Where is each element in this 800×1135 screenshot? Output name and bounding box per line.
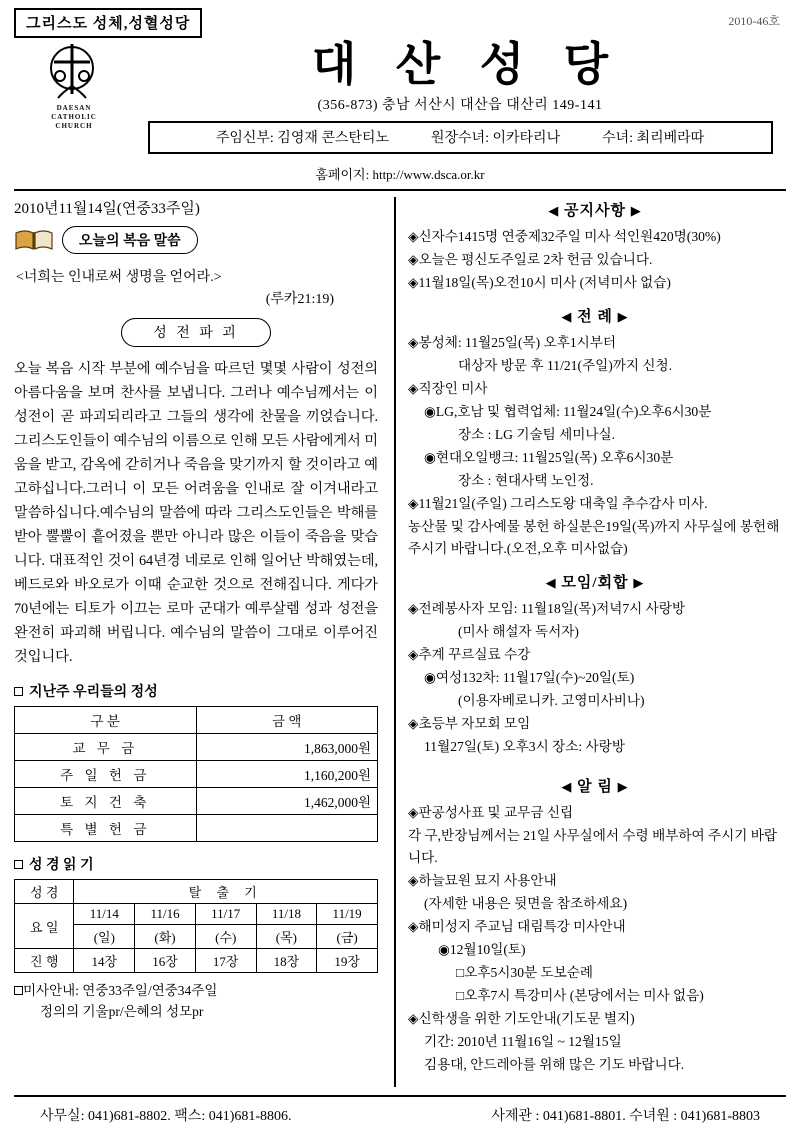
header-divider bbox=[14, 189, 786, 191]
issue-number: 2010-46호 bbox=[728, 14, 780, 28]
table-row bbox=[15, 949, 378, 973]
liturgy-item-text: 대상자 방문 후 11/21(주일)까지 신청. bbox=[458, 358, 673, 373]
announcement-item bbox=[408, 893, 782, 915]
announcement-item-text: 12월10일(토) bbox=[449, 942, 526, 957]
bible-date: 11/17 bbox=[195, 904, 256, 925]
gospel-verse: <너희는 인내로써 생명을 얻어라.> bbox=[16, 270, 222, 285]
gospel-pill-label: 오늘의 복음 말씀 bbox=[62, 226, 198, 254]
left-column bbox=[14, 197, 388, 1087]
bible-chapter: 17장 bbox=[195, 949, 256, 973]
offering-amount: 1,462,000원 bbox=[196, 788, 378, 815]
announcement-item-text: 김용대, 안드레아를 위해 많은 기도 바랍니다. bbox=[424, 1057, 685, 1072]
meeting-item-text: (이용자베로니카. 고영미사비나) bbox=[458, 693, 645, 708]
masthead bbox=[14, 38, 786, 154]
meeting-item bbox=[408, 621, 782, 643]
table-row bbox=[15, 815, 378, 842]
bible-date: 11/14 bbox=[74, 904, 135, 925]
liturgy-item: ◉현대오일뱅크: 11월25일(목) 오후6시30분 bbox=[424, 450, 674, 465]
bible-date: 11/19 bbox=[317, 904, 378, 925]
bible-date: 11/16 bbox=[135, 904, 196, 925]
liturgy-title-label: 전 례 bbox=[577, 309, 613, 325]
article-body: 오늘 복음 시작 부분에 예수님을 따르던 몇몇 사람이 성전의 아름다움을 보며 찬사를 보냅니다. 그러나 예수님께서는 이 성전이 곧 파괴되리라고 그들의 생각에 찬물을 끼얹습니다.그리스도인들이 예수님의 이름으로 인해 모든 사람에게서 미움을 받고, 감옥에 갇히거나 죽음을 맞기까지 할 것이라고 예고하십니다.그러니 이 모든 어려움을 인내로 잘 이겨내라고 말씀하십니다.예수님의 말씀에 따라 그리스도인들은 박해를 받아 뿔뿔이 흩어졌을 뿐만 아니라 많은 이들이 죽음을 맞습니다. 대표적인 것이 64년경 네로로 인해 일어난 박해였는데, 베드로와 바오로가 이때 순교한 것으로 전해집니다. 게다가 70년에는 티토가 이끄는 로마 군대가 예루살렘 성과 성전을 완전히 파괴해 버립니다. 예수님의 말씀이 그대로 이루어진 것입니다. bbox=[14, 361, 378, 665]
meeting-item bbox=[408, 736, 782, 758]
square-bullet-icon bbox=[14, 687, 23, 696]
announcement-item-text: 신학생을 위한 기도안내(기도문 별지) bbox=[418, 1011, 635, 1026]
right-triangle-icon: ▶ bbox=[630, 203, 642, 218]
meeting-item-text: 추계 꾸르실료 수강 bbox=[418, 647, 531, 662]
meetings-section-title bbox=[408, 571, 782, 592]
announcement-item: □오후7시 특강미사 (본당에서는 미사 없음) bbox=[456, 988, 704, 1003]
table-row bbox=[15, 761, 378, 788]
liturgy-item-text: 장소 : LG 기술팀 세미나실. bbox=[458, 427, 616, 442]
announcement-item-text: 해미성지 주교님 대림특강 미사안내 bbox=[418, 919, 626, 934]
announcement-item-text: 하늘묘원 묘지 사용안내 bbox=[418, 873, 557, 888]
left-triangle-icon: ◀ bbox=[545, 575, 557, 590]
bible-weekday: (목) bbox=[256, 925, 317, 949]
notice-title-label: 공지사항 bbox=[564, 203, 626, 219]
liturgy-item-text: 농산물 및 감사예물 봉헌 하실분은19일(목)까지 사무실에 봉헌해 주시기 바랍니다.(오전,오후 미사없습) bbox=[408, 519, 780, 556]
bible-chapter: 14장 bbox=[74, 949, 135, 973]
right-column bbox=[402, 197, 782, 1087]
staff-pastor: 주임신부: 김영재 콘스탄티노 bbox=[215, 131, 389, 146]
bible-row-label-progress: 진 행 bbox=[15, 949, 74, 973]
table-header-row bbox=[15, 707, 378, 734]
liturgy-item bbox=[408, 516, 782, 560]
right-triangle-icon: ▶ bbox=[617, 309, 629, 324]
bulletin-date: 2010년11월14일(연중33주일) bbox=[14, 201, 200, 217]
bible-chapter: 16장 bbox=[135, 949, 196, 973]
meeting-item-text: (미사 해설자 독서자) bbox=[458, 624, 579, 639]
liturgy-item: ◉LG,호남 및 협력업체: 11월24일(수)오후6시30분 bbox=[424, 404, 712, 419]
liturgy-item-text: LG,호남 및 협력업체: 11월24일(수)오후6시30분 bbox=[435, 404, 712, 419]
square-bullet-icon bbox=[14, 986, 23, 995]
table-row bbox=[15, 788, 378, 815]
right-triangle-icon: ▶ bbox=[617, 779, 629, 794]
staff-superior: 원장수녀: 이카타리나 bbox=[431, 131, 561, 146]
liturgy-item-text: 현대오일뱅크: 11월25일(목) 오후6시30분 bbox=[435, 450, 674, 465]
top-row bbox=[14, 8, 786, 34]
bible-date: 11/18 bbox=[256, 904, 317, 925]
square-bullet-icon bbox=[14, 860, 23, 869]
footer bbox=[14, 1095, 786, 1125]
announcement-item bbox=[408, 825, 782, 869]
liturgy-item bbox=[408, 424, 782, 446]
column-divider bbox=[394, 197, 396, 1087]
meeting-item: ◈초등부 자모회 모임 bbox=[408, 716, 531, 731]
liturgy-item: ◈봉성체: 11월25일(목) 오후1시부터 bbox=[408, 335, 617, 350]
announcement-item: ◈신학생을 위한 기도안내(기도문 별지) bbox=[408, 1011, 635, 1026]
notice-item: ◈신자수1415명 연중제32주일 미사 석인원420명(30%) bbox=[408, 229, 721, 244]
announcement-item-text: (자세한 내용은 뒷면을 참조하세요) bbox=[424, 896, 628, 911]
offering-label: 토 지 건 축 bbox=[15, 788, 197, 815]
liturgy-item-text: 직장인 미사 bbox=[418, 381, 488, 396]
bible-chapter: 19장 bbox=[317, 949, 378, 973]
left-triangle-icon: ◀ bbox=[561, 779, 573, 794]
table-row bbox=[15, 734, 378, 761]
bible-heading bbox=[14, 854, 378, 874]
table-row bbox=[15, 904, 378, 925]
announcement-item-text: 각 구,반장님께서는 21일 사무실에서 수령 배부하여 주시기 바랍니다. bbox=[408, 828, 778, 865]
announcement-item: ◈해미성지 주교님 대림특강 미사안내 bbox=[408, 919, 626, 934]
notice-item-text: 신자수1415명 연중제32주일 미사 석인원420명(30%) bbox=[418, 229, 721, 244]
announcements-section-title bbox=[408, 775, 782, 796]
announcement-item: ◈판공성사표 및 교무금 신립 bbox=[408, 805, 574, 820]
notice-item-text: 11월18일(목)오전10시 미사 (저녁미사 없습) bbox=[418, 275, 671, 290]
announcement-item: ◉12월10일(토) bbox=[438, 942, 526, 957]
liturgy-item bbox=[408, 355, 782, 377]
right-triangle-icon: ▶ bbox=[633, 575, 645, 590]
masthead-title-block bbox=[134, 38, 786, 154]
left-triangle-icon: ◀ bbox=[561, 309, 573, 324]
bible-weekday: (수) bbox=[195, 925, 256, 949]
announcement-item bbox=[408, 1031, 782, 1053]
bible-reading-table bbox=[14, 879, 378, 973]
parish-tag: 그리스도 성체,성혈성당 bbox=[14, 8, 202, 38]
notice-item-text: 오늘은 평신도주일로 2차 헌금 있습니다. bbox=[418, 252, 653, 267]
page-title: 대 산 성 당 bbox=[311, 39, 623, 90]
bible-heading-label: 성 경 읽 기 bbox=[29, 858, 94, 873]
offering-label: 주 일 헌 금 bbox=[15, 761, 197, 788]
announcement-item-text: 판공성사표 및 교무금 신립 bbox=[418, 805, 574, 820]
bible-chapter: 18장 bbox=[256, 949, 317, 973]
parish-address: (356-873) 충남 서산시 대산읍 대산리 149-141 bbox=[317, 98, 603, 113]
meeting-item: ◈추계 꾸르실료 수강 bbox=[408, 647, 531, 662]
offering-table bbox=[14, 706, 378, 842]
meeting-item-text: 11월27일(토) 오후3시 장소: 사랑방 bbox=[424, 739, 625, 754]
mass-guide bbox=[14, 980, 378, 1022]
meeting-item-text: 여성132차: 11월17일(수)~20일(토) bbox=[435, 670, 635, 685]
notice-item: ◈오늘은 평신도주일로 2차 헌금 있습니다. bbox=[408, 252, 653, 267]
liturgy-section-title bbox=[408, 305, 782, 326]
offering-amount: 1,863,000원 bbox=[196, 734, 378, 761]
cross-emblem-icon bbox=[42, 42, 106, 102]
bible-weekday: (금) bbox=[317, 925, 378, 949]
footer-rectory-contact: 사제관 : 041)681-8801. 수녀원 : 041)681-8803 bbox=[491, 1109, 760, 1124]
liturgy-item-text: 11월21일(주일) 그리스도왕 대축일 추수감사 미사. bbox=[418, 496, 708, 511]
offering-amount: 1,160,200원 bbox=[196, 761, 378, 788]
footer-office-contact: 사무실: 041)681-8802. 팩스: 041)681-8806. bbox=[40, 1109, 292, 1124]
offering-heading-label: 지난주 우리들의 정성 bbox=[29, 685, 158, 700]
logo-text-line-1: DAESAN bbox=[56, 104, 92, 112]
open-book-icon bbox=[14, 227, 54, 253]
logo-text bbox=[51, 104, 97, 131]
liturgy-item bbox=[408, 470, 782, 492]
offering-heading bbox=[14, 681, 378, 701]
liturgy-item-text: 장소 : 현대사택 노인정. bbox=[458, 473, 594, 488]
announcements-title-label: 알 림 bbox=[577, 779, 613, 795]
parish-logo bbox=[14, 38, 134, 154]
liturgy-item-text: 봉성체: 11월25일(목) 오후1시부터 bbox=[418, 335, 617, 350]
announcement-item: ◈하늘묘원 묘지 사용안내 bbox=[408, 873, 557, 888]
liturgy-item: ◈직장인 미사 bbox=[408, 381, 488, 396]
announcement-item: □오후5시30분 도보순례 bbox=[456, 965, 594, 980]
mass-guide-line-1: 미사안내: 연중33주일/연중34주일 bbox=[23, 983, 218, 998]
bible-row-label-weekday: 요 일 bbox=[15, 904, 74, 949]
staff-bar bbox=[148, 121, 773, 154]
bible-book: 탈 출 기 bbox=[74, 880, 378, 904]
left-triangle-icon: ◀ bbox=[548, 203, 560, 218]
offering-col-amount: 금 액 bbox=[196, 707, 378, 734]
offering-label: 특 별 헌 금 bbox=[15, 815, 197, 842]
staff-sister: 수녀: 최리베라따 bbox=[602, 131, 705, 146]
notice-item: ◈11월18일(목)오전10시 미사 (저녁미사 없습) bbox=[408, 275, 671, 290]
announcement-item bbox=[408, 1054, 782, 1076]
logo-text-line-3: CHURCH bbox=[55, 122, 93, 130]
content-columns bbox=[14, 197, 786, 1087]
announcement-item-text: 오후7시 특강미사 (본당에서는 미사 없음) bbox=[464, 988, 704, 1003]
gospel-header bbox=[14, 226, 378, 254]
liturgy-item: ◈11월21일(주일) 그리스도왕 대축일 추수감사 미사. bbox=[408, 496, 708, 511]
homepage-url[interactable]: 홈페이지: http://www.dsca.or.kr bbox=[315, 167, 485, 182]
offering-amount bbox=[196, 815, 378, 842]
mass-guide-line-2: 정의의 기울pr/은혜의 성모pr bbox=[40, 1004, 204, 1019]
article-title: 성 전 파 괴 bbox=[121, 318, 271, 347]
bible-weekday: (일) bbox=[74, 925, 135, 949]
meeting-item bbox=[408, 690, 782, 712]
offering-label: 교 무 금 bbox=[15, 734, 197, 761]
table-row bbox=[15, 880, 378, 904]
meeting-item: ◈전례봉사자 모임: 11월18일(목)저녁7시 사랑방 bbox=[408, 601, 686, 616]
bible-row-label-scripture: 성 경 bbox=[15, 880, 74, 904]
meeting-item-text: 전례봉사자 모임: 11월18일(목)저녁7시 사랑방 bbox=[418, 601, 686, 616]
announcement-item-text: 기간: 2010년 11월16일 ~ 12월15일 bbox=[424, 1034, 622, 1049]
meeting-item: ◉여성132차: 11월17일(수)~20일(토) bbox=[424, 670, 635, 685]
gospel-verse-reference: (루카21:19) bbox=[265, 292, 334, 307]
offering-col-category: 구 분 bbox=[15, 707, 197, 734]
announcement-item-text: 오후5시30분 도보순례 bbox=[464, 965, 594, 980]
notice-section-title bbox=[408, 199, 782, 220]
bible-weekday: (화) bbox=[135, 925, 196, 949]
logo-text-line-2: CATHOLIC bbox=[51, 113, 97, 121]
meeting-item-text: 초등부 자모회 모임 bbox=[418, 716, 531, 731]
meetings-title-label: 모임/회합 bbox=[561, 575, 629, 591]
